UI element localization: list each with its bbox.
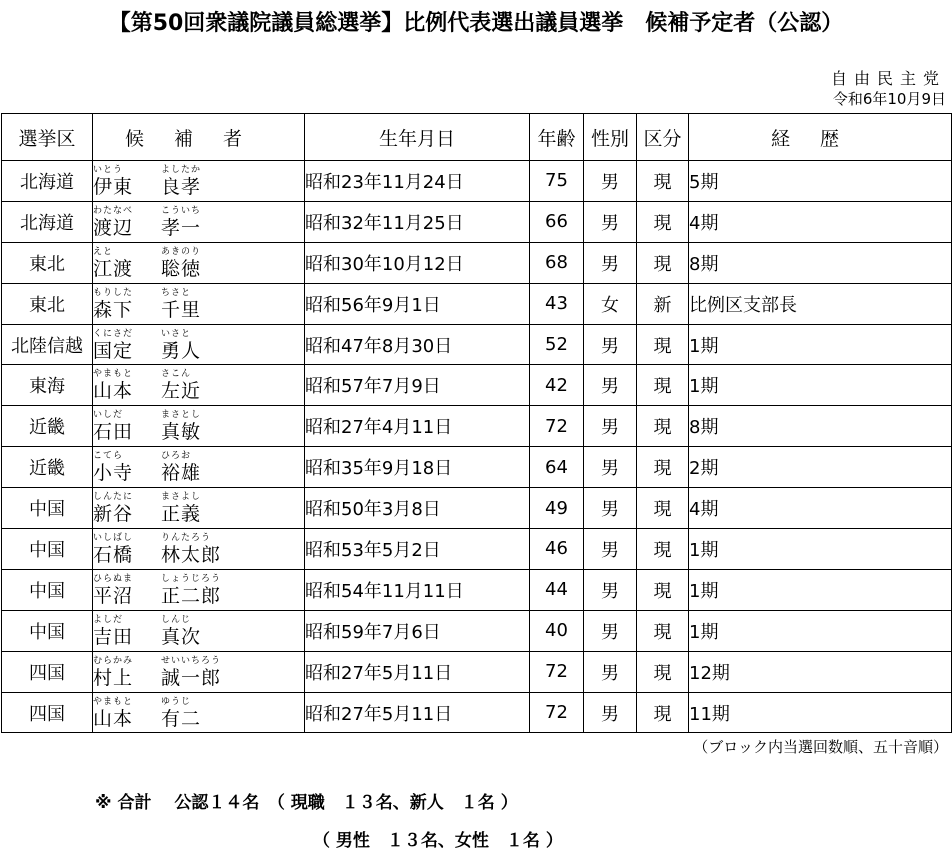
- cell-block: 北海道: [2, 201, 93, 242]
- cell-type: 現: [637, 610, 689, 651]
- table-row: [2, 651, 952, 692]
- cell-type: 現: [637, 324, 689, 365]
- family-name-ruby: しんたに: [93, 492, 134, 503]
- family-name-kanji: 平沼: [93, 584, 134, 607]
- cell-gender: 男: [584, 365, 637, 406]
- cell-birth-date: 昭和57年7月9日: [305, 365, 530, 406]
- given-name: [161, 492, 201, 526]
- cell-career: 1期: [689, 529, 952, 570]
- cell-type: 現: [637, 569, 689, 610]
- cell-birth-date: 昭和30年10月12日: [305, 242, 530, 283]
- family-name-ruby: わたなべ: [93, 205, 134, 216]
- cell-gender: 男: [584, 324, 637, 365]
- family-name-ruby: やまもと: [93, 369, 134, 380]
- cell-block: 近畿: [2, 406, 93, 447]
- cell-type: 現: [637, 161, 689, 202]
- table-row: [2, 692, 952, 733]
- family-name: [93, 329, 161, 363]
- cell-block: 東北: [2, 283, 93, 324]
- table-row: [2, 406, 952, 447]
- table-row: [2, 569, 952, 610]
- cell-name: [93, 242, 305, 283]
- cell-birth-date: 昭和56年9月1日: [305, 283, 530, 324]
- cell-birth-date: 昭和32年11月25日: [305, 201, 530, 242]
- cell-name: [93, 610, 305, 651]
- cell-age: 64: [530, 447, 584, 488]
- table-row: [2, 324, 952, 365]
- given-name: [161, 288, 201, 322]
- cell-name: [93, 324, 305, 365]
- family-name-kanji: 村上: [93, 666, 134, 689]
- table-row: [2, 488, 952, 529]
- given-name-kanji: 良孝: [161, 175, 202, 198]
- family-name: [93, 533, 161, 567]
- cell-birth-date: 昭和47年8月30日: [305, 324, 530, 365]
- family-name-ruby: くにさだ: [93, 328, 134, 339]
- given-name: [161, 451, 201, 485]
- page-title: 【第50回衆議院議員総選挙】比例代表選出議員選挙 候補予定者（公認）: [108, 11, 844, 36]
- cell-gender: 男: [584, 201, 637, 242]
- cell-type: 現: [637, 406, 689, 447]
- table-row: [2, 365, 952, 406]
- cell-career: 4期: [689, 201, 952, 242]
- cell-age: 40: [530, 610, 584, 651]
- cell-block: 北陸信越: [2, 324, 93, 365]
- given-name-ruby: しんじ: [161, 614, 192, 625]
- cell-gender: 男: [584, 406, 637, 447]
- family-name-kanji: 渡辺: [93, 216, 134, 239]
- cell-birth-date: 昭和53年5月2日: [305, 529, 530, 570]
- cell-gender: 男: [584, 610, 637, 651]
- cell-type: 現: [637, 651, 689, 692]
- family-name-ruby: こてら: [93, 451, 124, 462]
- family-name-ruby: えと: [93, 246, 114, 257]
- cell-name: [93, 488, 305, 529]
- family-name-kanji: 山本: [93, 380, 134, 403]
- given-name-kanji: 有二: [161, 707, 202, 730]
- cell-birth-date: 昭和50年3月8日: [305, 488, 530, 529]
- cell-birth-date: 昭和27年5月11日: [305, 651, 530, 692]
- given-name-kanji: 聡徳: [161, 257, 202, 280]
- table-row: [2, 161, 952, 202]
- given-name-kanji: 誠一郎: [161, 666, 222, 689]
- table-row: [2, 529, 952, 570]
- cell-age: 72: [530, 651, 584, 692]
- cell-gender: 女: [584, 283, 637, 324]
- given-name-kanji: 孝一: [161, 216, 202, 239]
- cell-block: 中国: [2, 529, 93, 570]
- cell-name: [93, 651, 305, 692]
- cell-gender: 男: [584, 488, 637, 529]
- cell-block: 四国: [2, 651, 93, 692]
- family-name-kanji: 森下: [93, 298, 134, 321]
- cell-block: 中国: [2, 488, 93, 529]
- given-name-ruby: よしたか: [161, 164, 202, 175]
- cell-age: 43: [530, 283, 584, 324]
- given-name-ruby: ゆうじ: [161, 696, 192, 707]
- family-name-kanji: 伊東: [93, 175, 134, 198]
- family-name: [93, 288, 161, 322]
- cell-type: 現: [637, 692, 689, 733]
- cell-gender: 男: [584, 529, 637, 570]
- family-name: [93, 615, 161, 649]
- cell-birth-date: 昭和54年11月11日: [305, 569, 530, 610]
- given-name: [161, 656, 221, 690]
- cell-name: [93, 529, 305, 570]
- family-name-kanji: 吉田: [93, 625, 134, 648]
- table-row: [2, 242, 952, 283]
- given-name-ruby: まさよし: [161, 492, 202, 503]
- cell-birth-date: 昭和35年9月18日: [305, 447, 530, 488]
- header-birth: 生年月日: [305, 114, 530, 161]
- cell-block: 中国: [2, 610, 93, 651]
- family-name-ruby: むらかみ: [93, 655, 134, 666]
- cell-name: [93, 283, 305, 324]
- given-name-ruby: りんたろう: [161, 532, 212, 543]
- family-name: [93, 492, 161, 526]
- given-name-ruby: せいいちろう: [161, 655, 222, 666]
- given-name-kanji: 正二郎: [161, 584, 222, 607]
- cell-career: 1期: [689, 324, 952, 365]
- given-name: [161, 533, 221, 567]
- family-name: [93, 410, 161, 444]
- given-name: [161, 369, 201, 403]
- cell-gender: 男: [584, 447, 637, 488]
- cell-type: 現: [637, 529, 689, 570]
- family-name-kanji: 新谷: [93, 503, 134, 526]
- given-name-kanji: 真次: [161, 625, 202, 648]
- family-name: [93, 206, 161, 240]
- given-name: [161, 615, 201, 649]
- cell-career: 8期: [689, 406, 952, 447]
- family-name: [93, 165, 161, 199]
- cell-age: 42: [530, 365, 584, 406]
- table-row: [2, 610, 952, 651]
- family-name-kanji: 江渡: [93, 257, 134, 280]
- cell-block: 北海道: [2, 161, 93, 202]
- table-header-row: [2, 114, 952, 161]
- family-name-kanji: 小寺: [93, 462, 134, 485]
- header-block: 選挙区: [2, 114, 93, 161]
- given-name-ruby: しょうじろう: [161, 573, 222, 584]
- cell-career: 4期: [689, 488, 952, 529]
- given-name-kanji: 千里: [161, 298, 202, 321]
- header-type: 区分: [637, 114, 689, 161]
- candidates-table: [1, 113, 952, 733]
- given-name: [161, 697, 201, 731]
- family-name-ruby: よしだ: [93, 614, 124, 625]
- cell-block: 東海: [2, 365, 93, 406]
- cell-career: 12期: [689, 651, 952, 692]
- cell-career: 5期: [689, 161, 952, 202]
- cell-age: 72: [530, 406, 584, 447]
- cell-career: 1期: [689, 365, 952, 406]
- given-name-ruby: いさと: [161, 328, 192, 339]
- cell-gender: 男: [584, 692, 637, 733]
- cell-gender: 男: [584, 651, 637, 692]
- cell-age: 75: [530, 161, 584, 202]
- given-name: [161, 329, 201, 363]
- given-name-ruby: こういち: [161, 205, 202, 216]
- given-name-kanji: 林太郎: [161, 543, 222, 566]
- cell-birth-date: 昭和27年4月11日: [305, 406, 530, 447]
- document-date: 令和6年10月9日: [832, 90, 946, 108]
- given-name-kanji: 裕雄: [161, 462, 202, 485]
- given-name: [161, 247, 201, 281]
- cell-age: 68: [530, 242, 584, 283]
- cell-age: 49: [530, 488, 584, 529]
- given-name-ruby: さこん: [161, 369, 192, 380]
- cell-career: 1期: [689, 610, 952, 651]
- cell-name: [93, 161, 305, 202]
- cell-career: 1期: [689, 569, 952, 610]
- family-name-ruby: いしばし: [93, 532, 134, 543]
- family-name: [93, 451, 161, 485]
- cell-type: 現: [637, 447, 689, 488]
- family-name-ruby: ひらぬま: [93, 573, 134, 584]
- given-name: [161, 574, 221, 608]
- cell-type: 新: [637, 283, 689, 324]
- family-name-ruby: もりした: [93, 287, 134, 298]
- cell-block: 東北: [2, 242, 93, 283]
- table-row: [2, 283, 952, 324]
- cell-career: 比例区支部長: [689, 283, 952, 324]
- family-name: [93, 369, 161, 403]
- cell-age: 46: [530, 529, 584, 570]
- cell-age: 44: [530, 569, 584, 610]
- family-name: [93, 697, 161, 731]
- table-row: [2, 201, 952, 242]
- header-gender: 性別: [584, 114, 637, 161]
- cell-birth-date: 昭和27年5月11日: [305, 692, 530, 733]
- cell-name: [93, 692, 305, 733]
- header-age: 年齢: [530, 114, 584, 161]
- total-summary: ※ 合計 公認１４名 （ 現職 １３名、新人 １名 ）: [95, 793, 518, 813]
- cell-name: [93, 201, 305, 242]
- cell-name: [93, 447, 305, 488]
- cell-name: [93, 365, 305, 406]
- cell-birth-date: 昭和23年11月24日: [305, 161, 530, 202]
- given-name-ruby: まさとし: [161, 410, 202, 421]
- order-note: （ブロック内当選回数順、五十音順）: [693, 738, 948, 756]
- family-name-ruby: いしだ: [93, 410, 124, 421]
- party-name: 自由民主党: [830, 69, 946, 88]
- given-name-kanji: 左近: [161, 380, 202, 403]
- family-name: [93, 656, 161, 690]
- family-name-kanji: 石田: [93, 421, 134, 444]
- header-career: 経歴: [689, 114, 952, 161]
- given-name-kanji: 勇人: [161, 339, 202, 362]
- given-name-ruby: ちさと: [161, 287, 192, 298]
- cell-type: 現: [637, 365, 689, 406]
- cell-age: 66: [530, 201, 584, 242]
- cell-gender: 男: [584, 242, 637, 283]
- cell-name: [93, 569, 305, 610]
- table-body: [2, 161, 952, 733]
- cell-career: 2期: [689, 447, 952, 488]
- given-name: [161, 206, 201, 240]
- cell-career: 11期: [689, 692, 952, 733]
- cell-block: 中国: [2, 569, 93, 610]
- given-name: [161, 165, 201, 199]
- cell-type: 現: [637, 242, 689, 283]
- header-name: 候補者: [93, 114, 305, 161]
- cell-gender: 男: [584, 161, 637, 202]
- given-name-kanji: 正義: [161, 503, 202, 526]
- cell-career: 8期: [689, 242, 952, 283]
- cell-age: 52: [530, 324, 584, 365]
- cell-type: 現: [637, 488, 689, 529]
- cell-birth-date: 昭和59年7月6日: [305, 610, 530, 651]
- cell-type: 現: [637, 201, 689, 242]
- family-name: [93, 247, 161, 281]
- family-name-kanji: 国定: [93, 339, 134, 362]
- given-name-ruby: ひろお: [161, 451, 192, 462]
- family-name-ruby: いとう: [93, 164, 124, 175]
- family-name: [93, 574, 161, 608]
- family-name-ruby: やまもと: [93, 696, 134, 707]
- cell-age: 72: [530, 692, 584, 733]
- cell-name: [93, 406, 305, 447]
- cell-block: 近畿: [2, 447, 93, 488]
- given-name-ruby: あきのり: [161, 246, 202, 257]
- gender-summary: （ 男性 １３名、女性 １名 ）: [313, 831, 563, 851]
- cell-gender: 男: [584, 569, 637, 610]
- family-name-kanji: 山本: [93, 707, 134, 730]
- given-name: [161, 410, 201, 444]
- cell-block: 四国: [2, 692, 93, 733]
- table-row: [2, 447, 952, 488]
- family-name-kanji: 石橋: [93, 543, 134, 566]
- given-name-kanji: 真敏: [161, 421, 202, 444]
